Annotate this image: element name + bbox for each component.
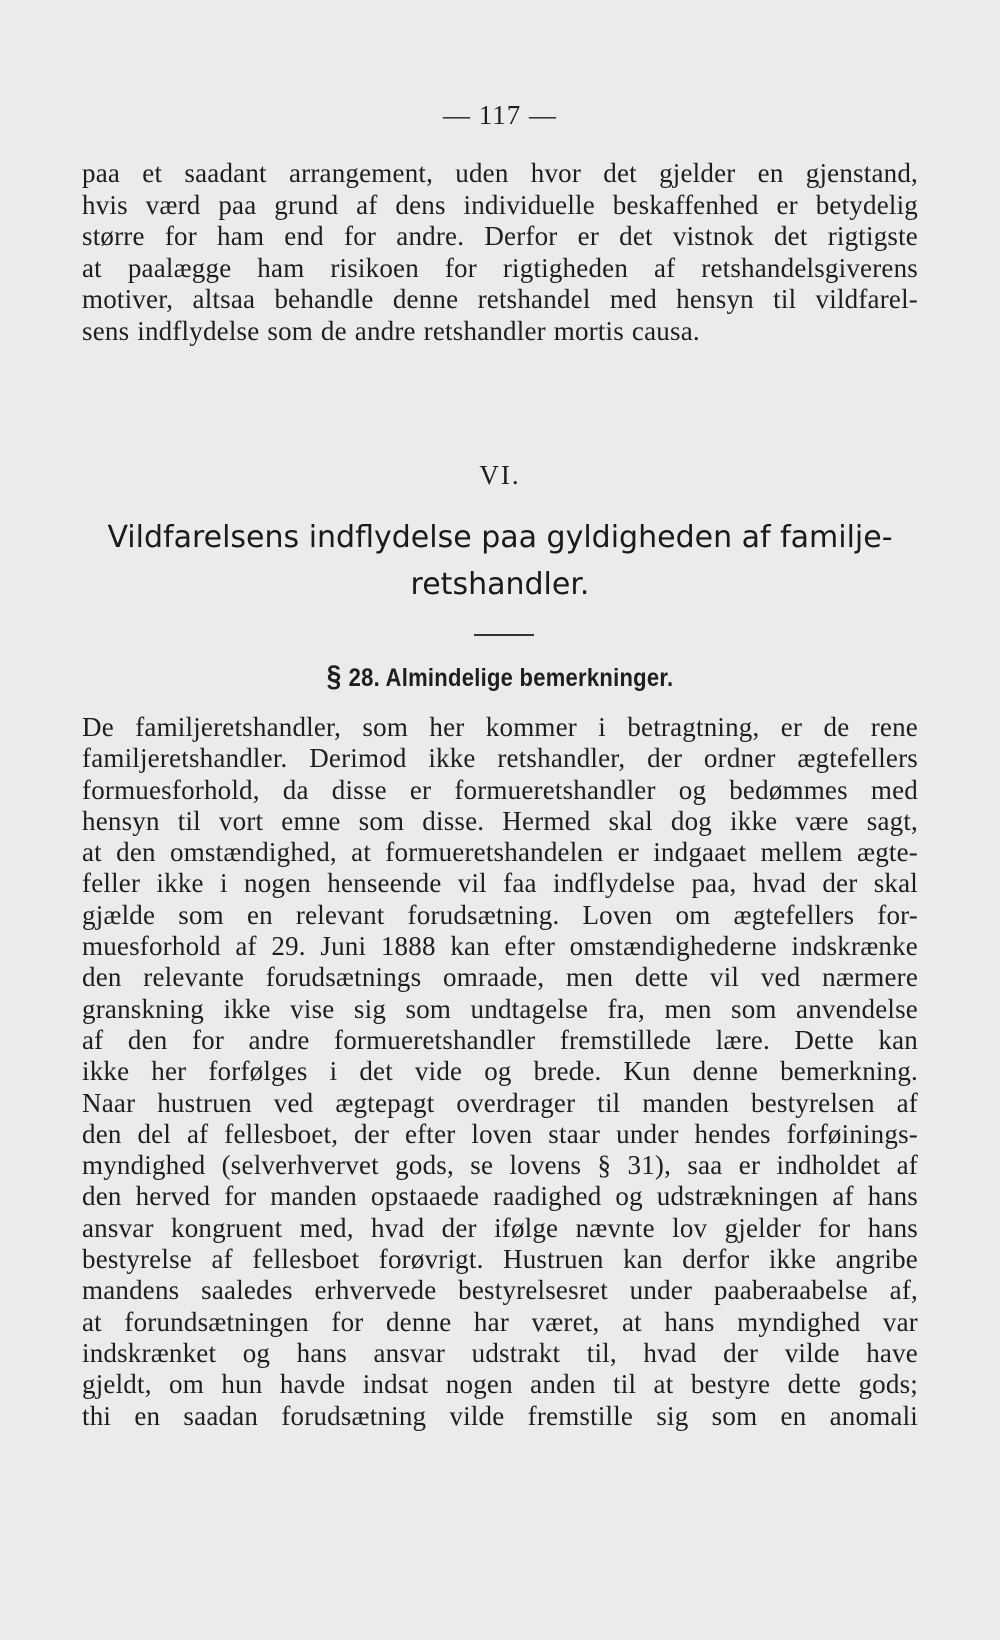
text-line: bestyrelse af fellesboet forøvrigt. Hustruen kan derfor ikke angribe	[82, 1244, 918, 1275]
text-line: mandens saaledes erhvervede bestyrelsesret under paaberaabelse af,	[82, 1275, 918, 1306]
text-line: at paalægge ham risikoen for rigtigheden af retshandelsgiverens	[82, 252, 918, 283]
text-line: den del af fellesboet, der efter loven staar under hendes forføinings-	[82, 1118, 918, 1149]
text-line: familjeretshandler. Derimod ikke retshandler, der ordner ægtefellers	[82, 743, 918, 774]
section-title: 28. Almindelige bemerkninger.	[348, 664, 674, 692]
text-line: gjeldt, om hun havde indsat nogen anden til at bestyre dette gods;	[82, 1369, 918, 1400]
section-symbol: §	[326, 660, 342, 693]
text-line: af den for andre formueretshandler fremstillede lære. Dette kan	[82, 1024, 918, 1055]
text-line: gjælde som en relevant forudsætning. Loven om ægtefellers for-	[82, 899, 918, 930]
text-line: at forundsætningen for denne har været, at hans myndighed var	[82, 1306, 918, 1337]
text-line: ansvar kongruent med, hvad der ifølge nævnte lov gjelder for hans	[82, 1212, 918, 1243]
text-line: Naar hustruen ved ægtepagt overdrager til manden bestyrelsen af	[82, 1087, 918, 1118]
text-line: formuesforhold, da disse er formueretshandler og bedømmes med	[82, 774, 918, 805]
chapter-number: VI.	[479, 460, 521, 490]
text-line: hensyn til vort emne som disse. Hermed skal dog ikke være sagt,	[82, 805, 918, 836]
page-number: — 117 —	[443, 100, 557, 130]
text-line: paa et saadant arrangement, uden hvor det gjelder en gjenstand,	[82, 158, 918, 188]
text-line: motiver, altsaa behandle denne retshandel med hensyn til vildfarel-	[82, 284, 918, 315]
chapter-title-line: Vildfarelsens indflydelse paa gyldigheden af familje-	[107, 520, 893, 555]
text-line: at den omstændighed, at formueretshandelen er indgaaet mellem ægte-	[82, 837, 918, 868]
text-line: muesforhold af 29. Juni 1888 kan efter omstændighederne indskrænke	[82, 931, 918, 962]
text-line: myndighed (selverhvervet gods, se lovens § 31), saa er indholdet af	[82, 1150, 918, 1181]
text-line: større for ham end for andre. Derfor er det vistnok det rigtigste	[82, 221, 918, 252]
text-line: feller ikke i nogen henseende vil faa indflydelse paa, hvad der skal	[82, 868, 918, 899]
paragraph-body-text	[82, 712, 918, 1432]
chapter-title	[82, 514, 918, 608]
text-line: ikke her forfølges i det vide og brede. Kun denne bemerkning.	[82, 1056, 918, 1087]
text-line: hvis værd paa grund af dens individuelle beskaffenhed er betydelig	[82, 189, 918, 220]
text-line: den relevante forudsætnings omraade, men dette vil ved nærmere	[82, 962, 918, 993]
chapter-title-line: retshandler.	[410, 567, 590, 602]
text-line: thi en saadan forudsætning vilde fremstille sig som en anomali	[82, 1400, 918, 1431]
text-line: indskrænket og hans ansvar udstrakt til, hvad der vilde have	[82, 1337, 918, 1368]
section-heading	[60, 660, 940, 694]
divider-rule	[474, 634, 534, 636]
text-line: den herved for manden opstaaede raadighed og udstrækningen af hans	[82, 1181, 918, 1212]
text-line: granskning ikke vise sig som undtagelse fra, men som anvendelse	[82, 993, 918, 1024]
text-line: De familjeretshandler, som her kommer i betragtning, er de rene	[82, 712, 918, 742]
paragraph-continued-text	[82, 158, 918, 348]
text-line: sens indflydelse som de andre retshandler mortis causa.	[82, 315, 700, 346]
